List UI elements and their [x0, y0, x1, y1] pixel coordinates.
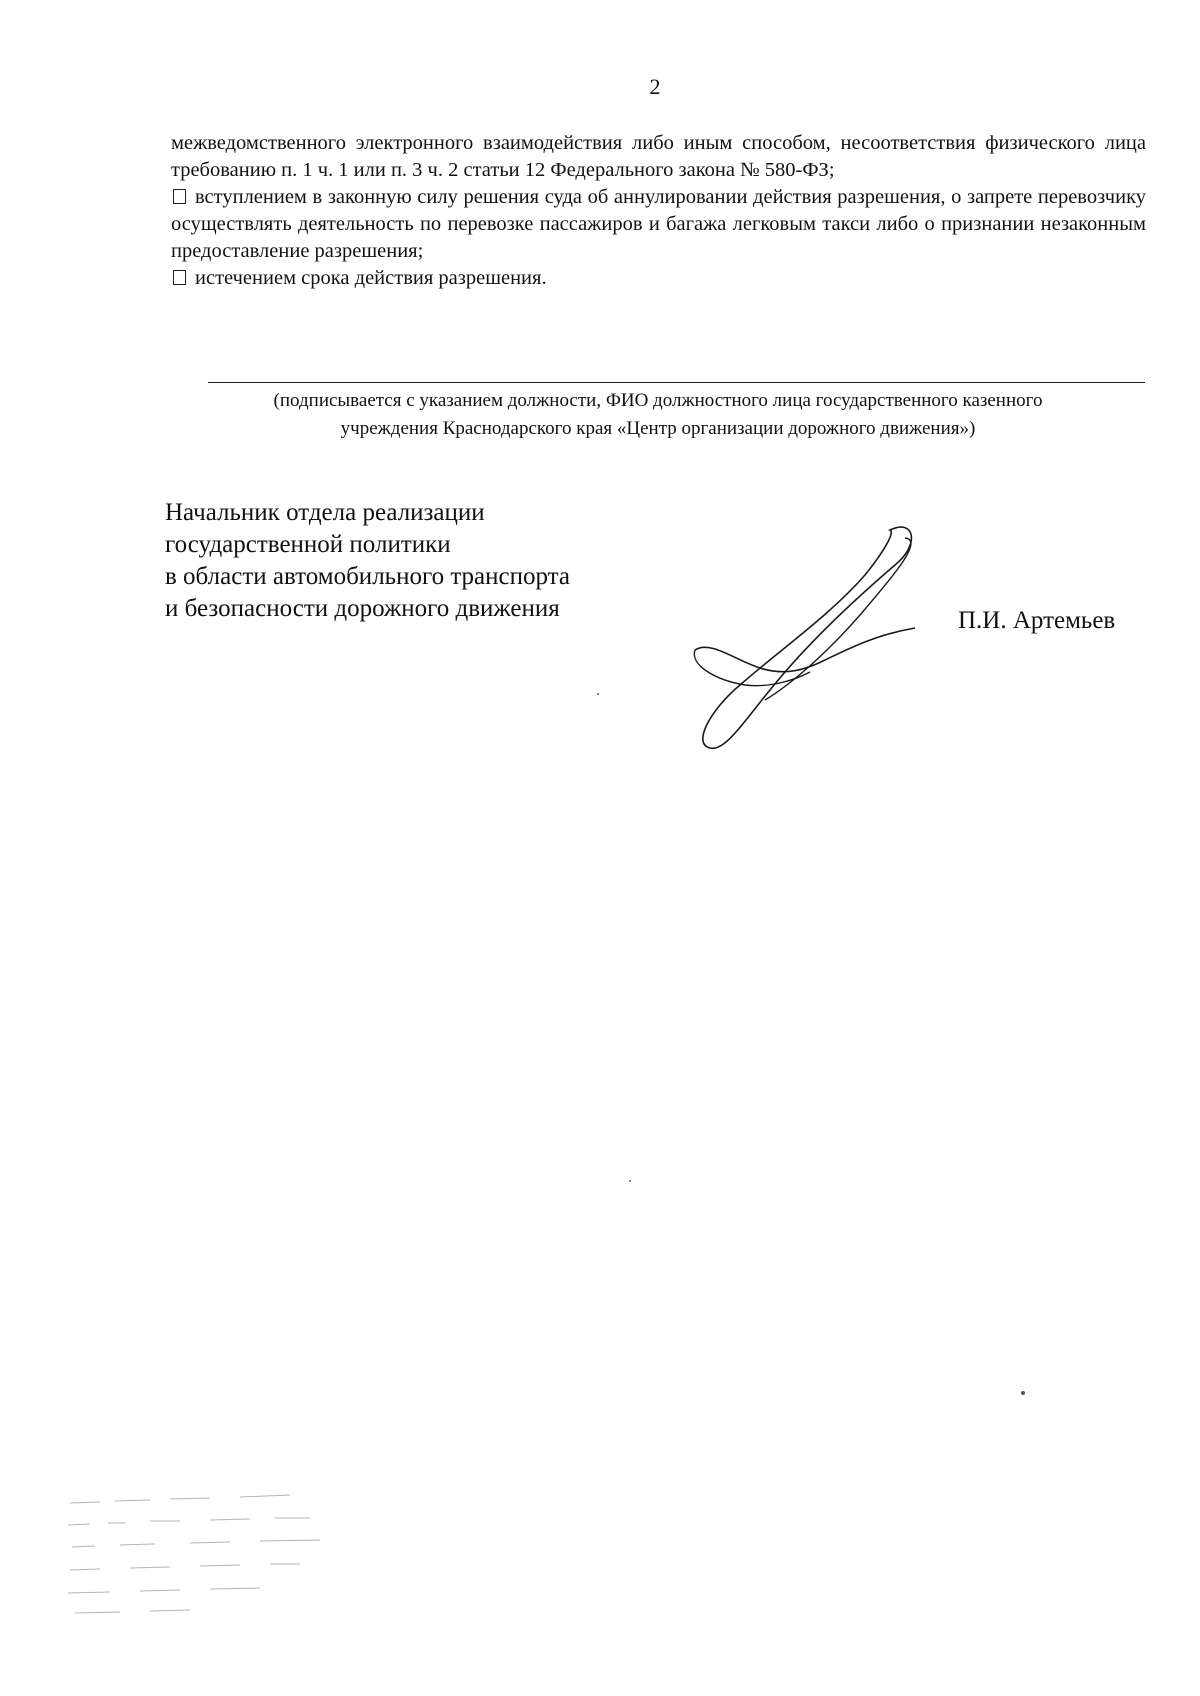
bullet-item [171, 265, 1146, 292]
bullet-text: вступлением в законную силу решения суда об аннулировании действия разрешения, о запрете перевозчику осуществлять деятельность по перевозке пассажиров и багажа легковым такси либо о признании незаконным предоставление разрешения; [171, 186, 1146, 262]
signature-caption-line: (подписывается с указанием должности, ФИО должностного лица государственного казенного [273, 390, 1043, 411]
checkbox-bullet-icon [173, 189, 186, 204]
signature-underline [208, 382, 1145, 383]
signature-caption [168, 387, 1148, 443]
signature-caption-line: учреждения Краснодарского края «Центр организации дорожного движения») [340, 418, 976, 439]
bullet-item [171, 184, 1146, 265]
scan-speck [629, 1180, 631, 1182]
scan-speck [1021, 1391, 1025, 1395]
document-body [171, 130, 1146, 292]
scan-speck [597, 693, 599, 695]
position-line: Начальник отдела реализации [165, 499, 485, 526]
faded-stamp [60, 1485, 360, 1625]
body-paragraph: межведомственного электронного взаимодействия либо иным способом, несоответствия физического лица требованию п. 1 ч. 1 или п. 3 ч. 2 статьи 12 Федерального закона № 580-ФЗ; [171, 132, 1146, 181]
position-line: государственной политики [165, 531, 451, 558]
handwritten-signature [690, 520, 950, 760]
position-line: в области автомобильного транспорта [165, 563, 571, 590]
checkbox-bullet-icon [173, 270, 186, 285]
signer-name: П.И. Артемьев [958, 607, 1116, 634]
position-line: и безопасности дорожного движения [165, 595, 560, 622]
signatory-position [165, 497, 685, 625]
bullet-text: истечением срока действия разрешения. [195, 267, 547, 289]
page-number: 2 [649, 74, 661, 99]
